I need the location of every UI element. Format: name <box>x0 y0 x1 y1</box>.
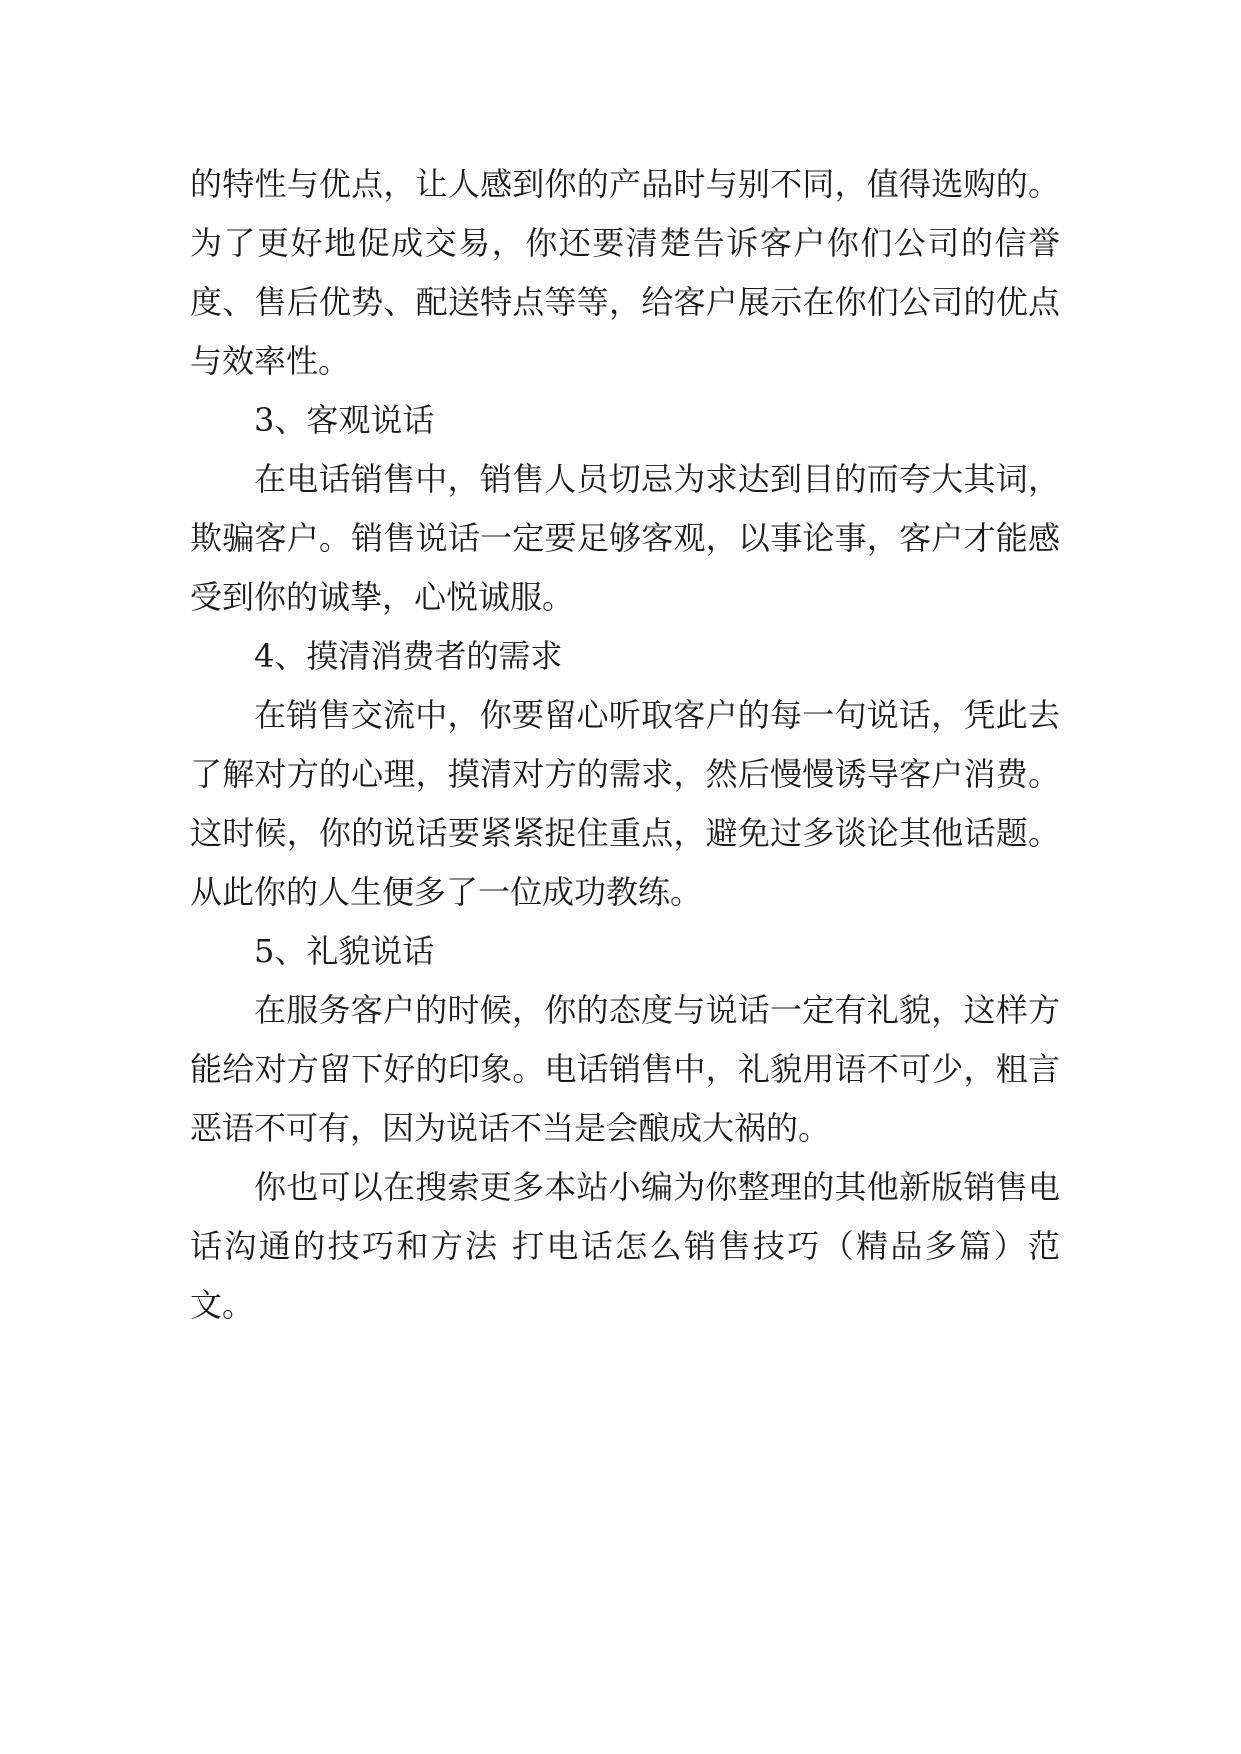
paragraph-customer-needs: 在销售交流中，你要留心听取客户的每一句说话，凭此去了解对方的心理，摸清对方的需求，然后慢慢诱导客户消费。这时候，你的说话要紧紧捉住重点，避免过多谈论其他话题。从此你的人生便多了一位成功教练。 <box>190 696 1060 911</box>
paragraph-closing: 你也可以在搜索更多本站小编为你整理的其他新版销售电话沟通的技巧和方法 打电话怎么销售技巧（精品多篇）范文。 <box>190 1168 1060 1324</box>
section-heading-5: 5、礼貌说话 <box>254 932 435 970</box>
section-heading-3: 3、客观说话 <box>254 401 435 439</box>
paragraph-objective-speaking: 在电话销售中，销售人员切忌为求达到目的而夸大其词，欺骗客户。销售说话一定要足够客观，以事论事，客户才能感受到你的诚挚，心悦诚服。 <box>190 460 1060 616</box>
section-heading-4: 4、摸清消费者的需求 <box>254 637 563 675</box>
document-body <box>190 155 1060 1335</box>
paragraph-polite-speaking: 在服务客户的时候，你的态度与说话一定有礼貌，这样方能给对方留下好的印象。电话销售中，礼貌用语不可少，粗言恶语不可有，因为说话不当是会酿成大祸的。 <box>190 991 1060 1147</box>
paragraph-continued: 的特性与优点，让人感到你的产品时与别不同，值得选购的。为了更好地促成交易，你还要清楚告诉客户你们公司的信誉度、售后优势、配送特点等等，给客户展示在你们公司的优点与效率性。 <box>190 165 1060 380</box>
